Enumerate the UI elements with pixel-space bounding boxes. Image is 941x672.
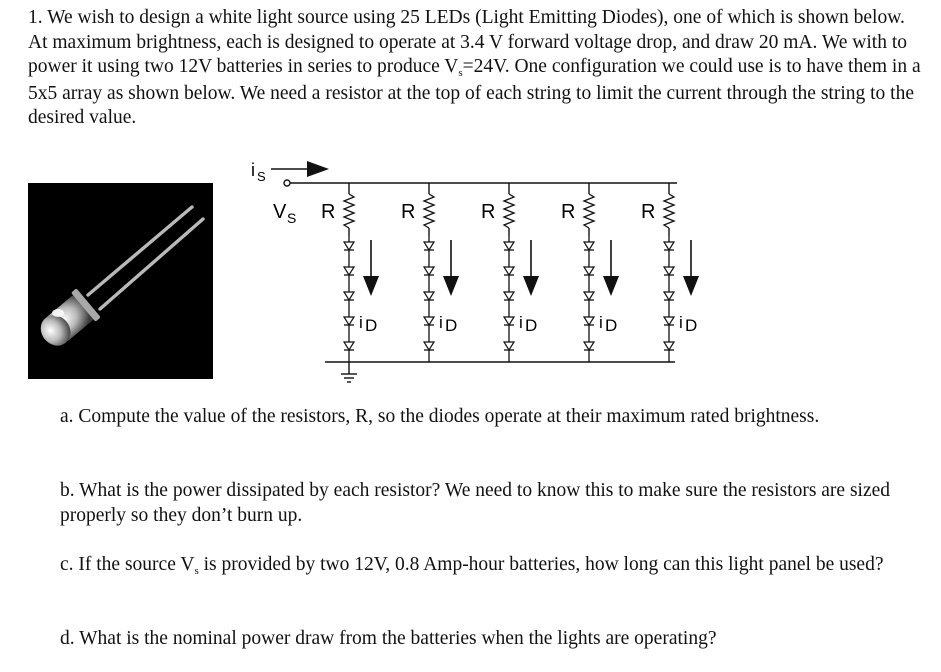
source-current-subscript: S [257, 169, 266, 184]
ground-symbol [341, 362, 357, 382]
led-5-4 [664, 317, 674, 325]
led-4-2 [584, 267, 594, 275]
intro-subscript: s [458, 67, 463, 80]
led-strings [321, 183, 699, 362]
led-string-2 [401, 183, 459, 362]
diode-current-subscript: D [605, 316, 618, 335]
question-b: b. What is the power dissipated by each resistor? We need to know this to make sure the resistors are sized properly so they don’t burn up. [60, 480, 891, 526]
resistor-4 [584, 194, 594, 228]
intro-text-2: =24V. One configuration we could use is to have them in a 5x5 array as shown below. We need a resistor at the top of each string to limit the current through the string to the desired value. [28, 56, 921, 129]
diode-current-label: i [519, 313, 523, 332]
resistor-label: R [561, 201, 576, 223]
led-3-1 [504, 242, 514, 250]
source-voltage-label: V [273, 201, 287, 223]
question-c-text-2: is provided by two 12V, 0.8 Amp-hour batteries, how long can this light panel be used? [198, 554, 884, 575]
led-3-4 [504, 317, 514, 325]
led-photo [28, 183, 213, 379]
diode-current-subscript: D [525, 316, 538, 335]
led-4-4 [584, 317, 594, 325]
led-4-5 [584, 342, 594, 350]
source-terminal [284, 180, 290, 186]
led-5-1 [664, 242, 674, 250]
led-5-3 [664, 292, 674, 300]
problem-number: 1. [28, 7, 43, 28]
led-5-2 [664, 267, 674, 275]
diode-current-label: i [599, 313, 603, 332]
led-array-circuit [245, 152, 705, 392]
resistor-label: R [401, 201, 416, 223]
problem-intro [28, 6, 928, 131]
led-2-4 [424, 317, 434, 325]
led-1-1 [344, 242, 354, 250]
led-string-3 [481, 183, 539, 362]
led-string-5 [641, 183, 699, 362]
question-a: a. Compute the value of the resistors, R, so the diodes operate at their maximum rated brightness. [60, 406, 820, 427]
diode-current-label: i [679, 313, 683, 332]
problem-statement [28, 6, 928, 131]
led-2-2 [424, 267, 434, 275]
resistor-2 [424, 194, 434, 228]
led-1-4 [344, 317, 354, 325]
led-image [28, 183, 213, 379]
source-voltage-subscript: S [287, 210, 297, 226]
diode-current-subscript: D [365, 316, 378, 335]
resistor-label: R [321, 201, 336, 223]
source-current-label: i [251, 160, 255, 180]
resistor-1 [344, 194, 354, 228]
led-1-5 [344, 342, 354, 350]
source-current-indicator [251, 160, 329, 184]
led-3-3 [504, 292, 514, 300]
diode-current-label: i [359, 313, 363, 332]
resistor-5 [664, 194, 674, 228]
diode-current-label: i [439, 313, 443, 332]
led-1-3 [344, 292, 354, 300]
resistor-3 [504, 194, 514, 228]
led-2-3 [424, 292, 434, 300]
led-2-5 [424, 342, 434, 350]
resistor-label: R [481, 201, 496, 223]
diode-current-subscript: D [445, 316, 458, 335]
led-1-2 [344, 267, 354, 275]
resistor-label: R [641, 201, 656, 223]
question-d: d. What is the nominal power draw from the batteries when the lights are operating? [60, 628, 717, 649]
led-4-3 [584, 292, 594, 300]
led-string-1 [321, 183, 379, 362]
question-c-subscript: s [194, 565, 199, 577]
question-c [60, 553, 920, 580]
question-c-text-1: c. If the source V [60, 554, 195, 575]
led-4-1 [584, 242, 594, 250]
led-2-1 [424, 242, 434, 250]
led-3-5 [504, 342, 514, 350]
diode-current-subscript: D [685, 316, 698, 335]
led-3-2 [504, 267, 514, 275]
led-string-4 [561, 183, 619, 362]
intro-text-1: We wish to design a white light source using 25 LEDs (Light Emitting Diodes), one of which is shown below. At maximum brightness, each is designed to operate at 3.4 V forward voltage drop, and draw 20 mA. We with to power it using two 12V batteries in series to produce V [28, 7, 907, 78]
led-5-5 [664, 342, 674, 350]
